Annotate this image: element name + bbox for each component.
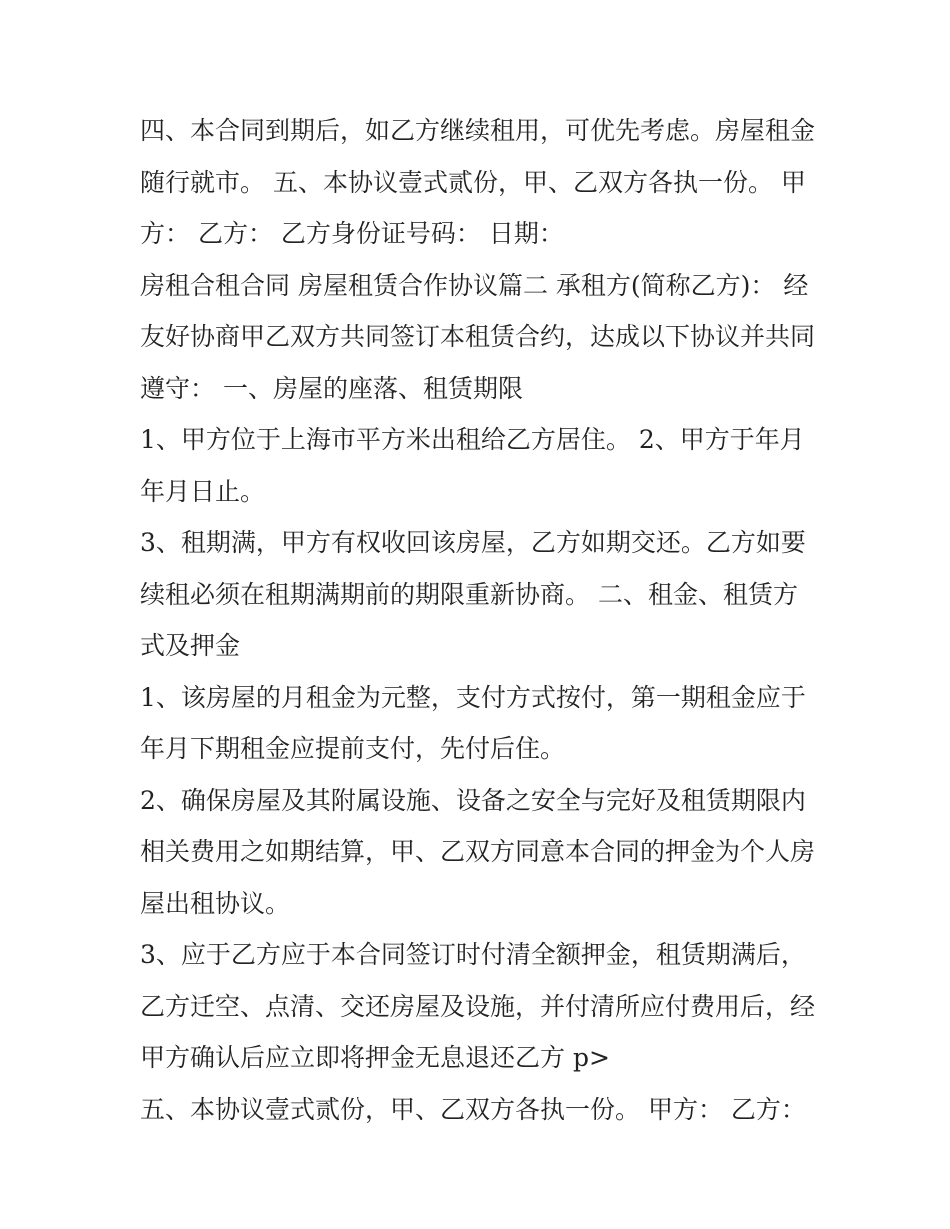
text-line: 乙方迁空、点清、交还房屋及设施，并付清所应付费用后，经 (140, 991, 816, 1021)
text-line: 四、本合同到期后，如乙方继续租用，可优先考虑。房屋租金 (140, 116, 816, 145)
text-line: 1、该房屋的月租金为元整，支付方式按付，第一期租金应于 (140, 682, 806, 712)
text-line: 屋出租协议。 (140, 888, 291, 918)
text-line: 年月日止。 (140, 476, 266, 506)
text-line: 房租合租合同 房屋租赁合作协议篇二 承租方(简称乙方)： 经 (140, 270, 809, 300)
text-line: 甲方确认后应立即将押金无息退还乙方 p> (140, 1043, 610, 1072)
text-line: 年月下期租金应提前支付，先付后住。 (140, 734, 566, 763)
text-line: 1、甲方位于上海市平方米出租给乙方居住。 2、甲方于年月 (140, 425, 805, 454)
document-body (140, 105, 820, 1135)
text-line: 遵守： 一、房屋的座落、租赁期限 (140, 373, 523, 403)
text-line: 方： 乙方： 乙方身份证号码： 日期： (140, 219, 564, 248)
text-line: 续租必须在租期满期前的期限重新协商。 二、租金、租赁方 (140, 579, 798, 609)
text-line: 五、本协议壹式贰份，甲、乙双方各执一份。 甲方： 乙方： (140, 1094, 806, 1124)
text-line: 友好协商甲乙双方共同签订本租赁合约，达成以下协议并共同 (140, 322, 816, 351)
text-line: 式及押金 (140, 631, 241, 660)
text-line: 2、确保房屋及其附属设施、设备之安全与完好及租赁期限内 (140, 785, 806, 815)
text-line: 随行就市。 五、本协议壹式贰份，甲、乙双方各执一份。 甲 (140, 167, 806, 197)
text-line: 3、租期满，甲方有权收回该房屋，乙方如期交还。乙方如要 (140, 528, 806, 557)
text-line: 相关费用之如期结算，甲、乙双方同意本合同的押金为个人房 (140, 837, 816, 866)
text-line: 3、应于乙方应于本合同签订时付清全额押金，租赁期满后， (140, 940, 806, 969)
